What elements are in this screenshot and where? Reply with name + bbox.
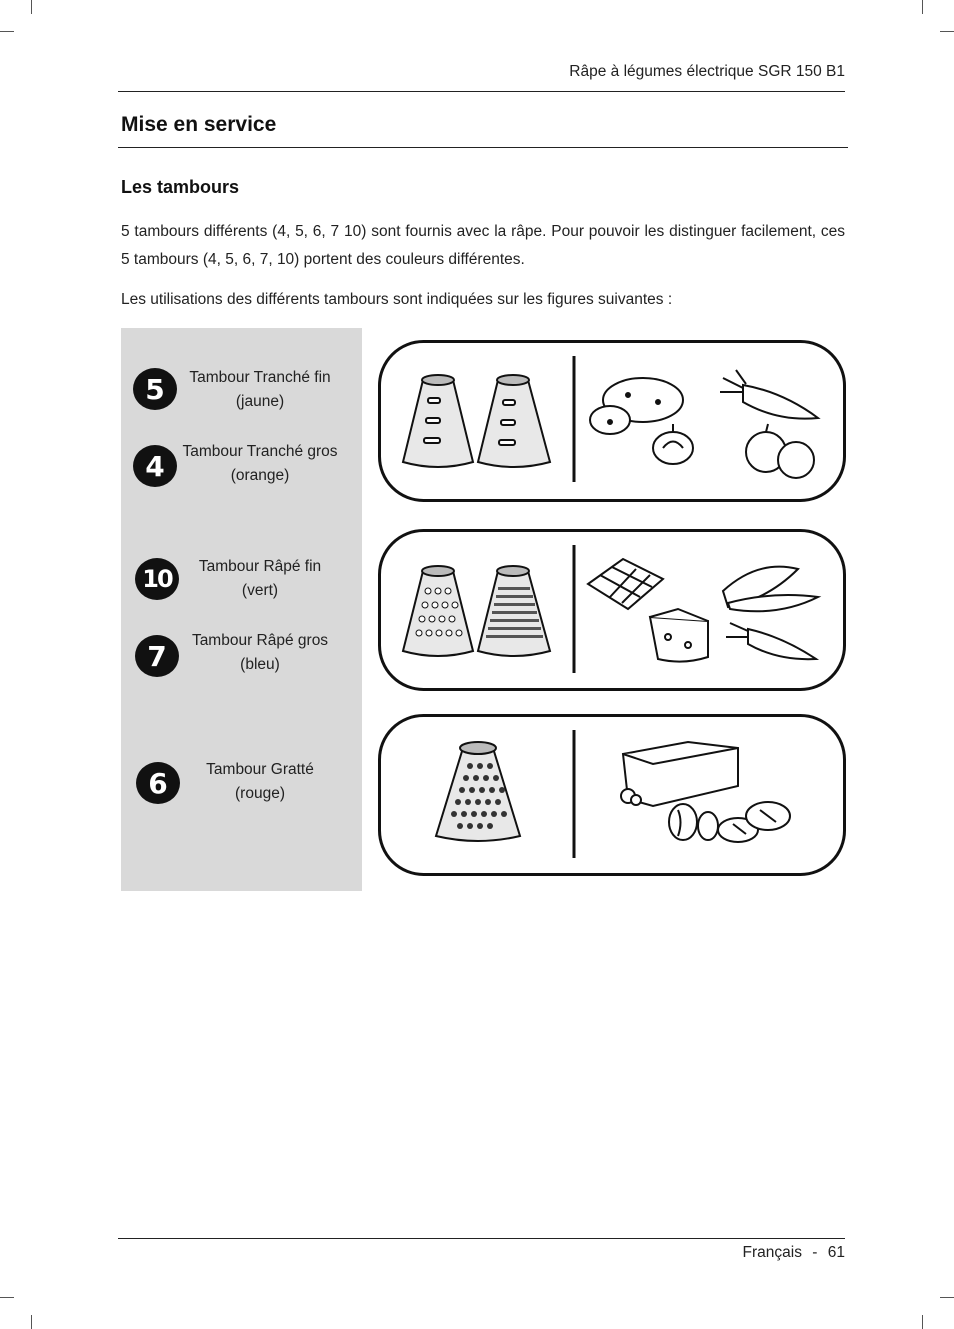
crop-mark bbox=[31, 0, 32, 14]
drum-number-badge: 5 bbox=[133, 368, 177, 410]
footer-separator: - bbox=[812, 1244, 818, 1261]
drum-legend-panel bbox=[121, 328, 362, 891]
figure-scraping-drum bbox=[378, 714, 846, 876]
crop-mark bbox=[0, 31, 14, 32]
running-header: Râpe à légumes électrique SGR 150 B1 bbox=[569, 63, 845, 80]
figure-grating-drums bbox=[378, 529, 846, 691]
header-rule bbox=[118, 91, 845, 92]
cheese-icon bbox=[650, 609, 708, 662]
footer-language: Français bbox=[742, 1244, 802, 1261]
footer-rule bbox=[118, 1238, 845, 1239]
legend-label: Tambour Tranché gros (orange) bbox=[182, 443, 338, 484]
crop-mark bbox=[940, 31, 954, 32]
drum-number-badge: 6 bbox=[136, 762, 180, 804]
crop-mark bbox=[922, 1315, 923, 1329]
section-rule bbox=[118, 147, 848, 148]
intro-paragraph: 5 tambours différents (4, 5, 6, 7 10) sont fournis avec la râpe. Pour pouvoir les distinguer facilement, ces 5 tambours (4, 5, 6, 7, 10) portent des couleurs différentes. bbox=[121, 223, 845, 268]
drum-number-badge: 10 bbox=[135, 558, 179, 600]
subsection-title: Les tambours bbox=[121, 177, 240, 197]
legend-label: Tambour Râpé gros (bleu) bbox=[191, 632, 329, 673]
drum-number-badge: 4 bbox=[133, 445, 177, 487]
crop-mark bbox=[940, 1297, 954, 1298]
page-number: 61 bbox=[827, 1244, 845, 1261]
crop-mark bbox=[922, 0, 923, 14]
section-title: Mise en service bbox=[121, 113, 277, 136]
crop-mark bbox=[31, 1315, 32, 1329]
usage-paragraph: Les utilisations des différents tambours sont indiquées sur les figures suivantes : bbox=[121, 291, 673, 308]
legend-label: Tambour Râpé fin (vert) bbox=[198, 558, 322, 599]
legend-label: Tambour Gratté (rouge) bbox=[206, 761, 314, 802]
crop-mark bbox=[0, 1297, 14, 1298]
page-footer bbox=[118, 1244, 845, 1262]
figure-slicing-drums bbox=[378, 340, 846, 502]
drum-number-badge: 7 bbox=[135, 635, 179, 677]
legend-label: Tambour Tranché fin (jaune) bbox=[189, 369, 331, 410]
